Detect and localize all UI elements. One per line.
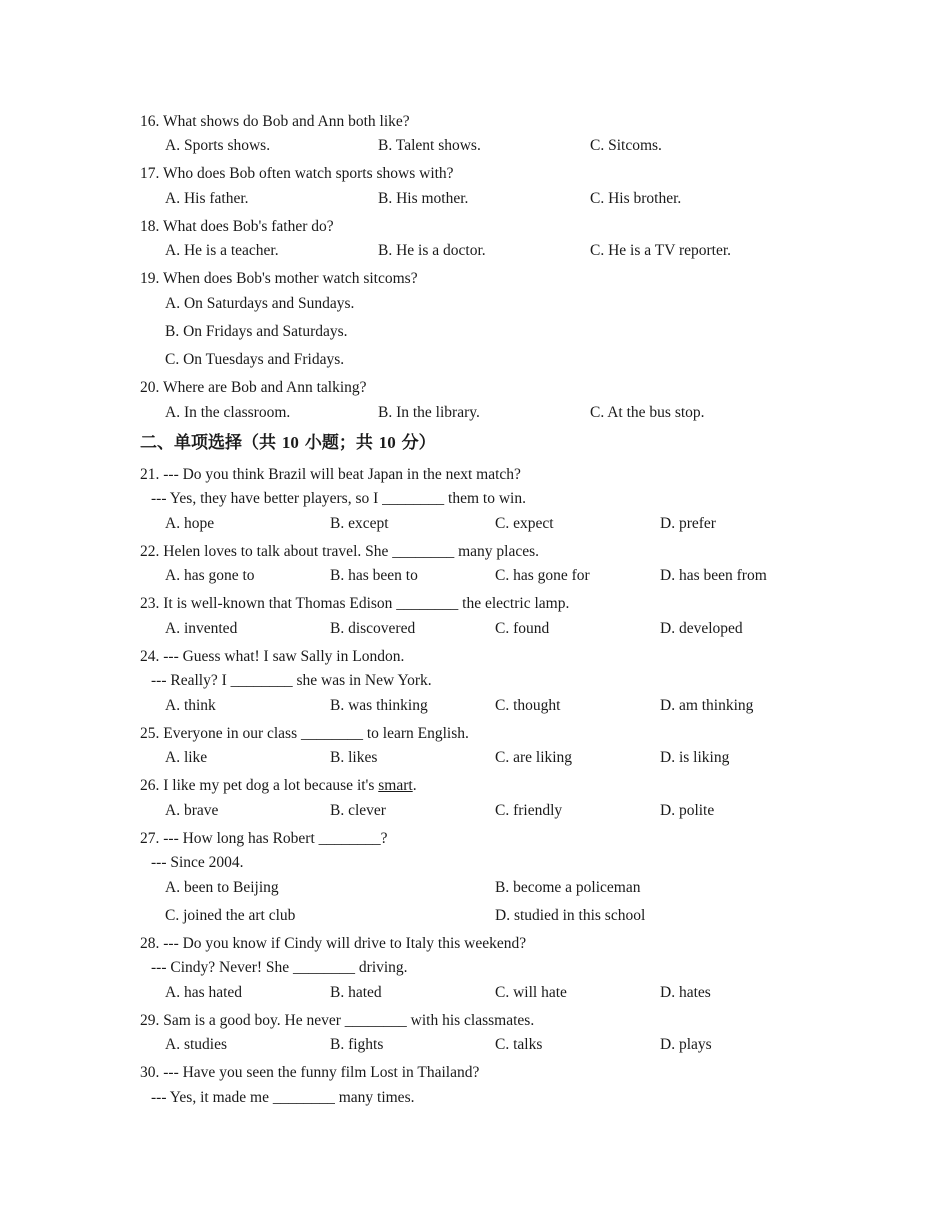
- section-heading: 二、单项选择（共 10 小题；共 10 分）: [140, 433, 436, 453]
- q25-option-a: A. like: [165, 749, 208, 766]
- q24-option-c: C. thought: [495, 697, 561, 714]
- q24-option-b: B. was thinking: [330, 697, 428, 714]
- q26-option-a: A. brave: [165, 802, 219, 819]
- q29-option-d: D. plays: [660, 1036, 712, 1053]
- question-20: 20. Where are Bob and Ann talking?: [140, 379, 367, 396]
- q22-option-c: C. has gone for: [495, 567, 590, 584]
- question-27: 27. --- How long has Robert ________?: [140, 830, 388, 847]
- question-16: 16. What shows do Bob and Ann both like?: [140, 113, 410, 130]
- q21-option-c: C. expect: [495, 515, 554, 532]
- q22-option-b: B. has been to: [330, 567, 418, 584]
- q17-option-a: A. His father.: [165, 190, 249, 207]
- question-25: 25. Everyone in our class ________ to learn English.: [140, 725, 469, 742]
- q29-option-b: B. fights: [330, 1036, 384, 1053]
- q19-option-b: B. On Fridays and Saturdays.: [165, 323, 348, 340]
- question-22: 22. Helen loves to talk about travel. She ________ many places.: [140, 543, 540, 560]
- question-27-reply: --- Since 2004.: [151, 854, 244, 871]
- q28-option-c: C. will hate: [495, 984, 567, 1001]
- q26-option-b: B. clever: [330, 802, 386, 819]
- q23-option-c: C. found: [495, 620, 550, 637]
- question-28-reply: --- Cindy? Never! She ________ driving.: [151, 959, 408, 976]
- question-18: 18. What does Bob's father do?: [140, 218, 334, 235]
- q21-option-a: A. hope: [165, 515, 215, 532]
- q27-option-a: A. been to Beijing: [165, 879, 279, 896]
- q29-option-a: A. studies: [165, 1036, 227, 1053]
- q21-option-b: B. except: [330, 515, 389, 532]
- q18-option-b: B. He is a doctor.: [378, 242, 486, 259]
- question-21-reply: --- Yes, they have better players, so I ________ them to win.: [151, 490, 526, 507]
- q20-option-c: C. At the bus stop.: [590, 404, 705, 421]
- q23-option-d: D. developed: [660, 620, 743, 637]
- q16-option-b: B. Talent shows.: [378, 137, 481, 154]
- q28-option-b: B. hated: [330, 984, 382, 1001]
- q17-option-c: C. His brother.: [590, 190, 682, 207]
- q22-option-a: A. has gone to: [165, 567, 255, 584]
- q17-option-b: B. His mother.: [378, 190, 469, 207]
- question-23: 23. It is well-known that Thomas Edison ________ the electric lamp.: [140, 595, 570, 612]
- question-26: 26. I like my pet dog a lot because it's smart.: [140, 777, 417, 794]
- q24-option-d: D. am thinking: [660, 697, 754, 714]
- q26-option-d: D. polite: [660, 802, 715, 819]
- q19-option-a: A. On Saturdays and Sundays.: [165, 295, 355, 312]
- q16-option-c: C. Sitcoms.: [590, 137, 662, 154]
- q20-option-b: B. In the library.: [378, 404, 480, 421]
- question-21: 21. --- Do you think Brazil will beat Japan in the next match?: [140, 466, 521, 483]
- question-30-reply: --- Yes, it made me ________ many times.: [151, 1089, 415, 1106]
- question-24-reply: --- Really? I ________ she was in New York.: [151, 672, 432, 689]
- q27-option-d: D. studied in this school: [495, 907, 646, 924]
- q21-option-d: D. prefer: [660, 515, 716, 532]
- question-19: 19. When does Bob's mother watch sitcoms?: [140, 270, 418, 287]
- q24-option-a: A. think: [165, 697, 216, 714]
- question-30: 30. --- Have you seen the funny film Lost in Thailand?: [140, 1064, 480, 1081]
- q27-option-c: C. joined the art club: [165, 907, 296, 924]
- q27-option-b: B. become a policeman: [495, 879, 641, 896]
- question-29: 29. Sam is a good boy. He never ________ with his classmates.: [140, 1012, 535, 1029]
- q20-option-a: A. In the classroom.: [165, 404, 291, 421]
- q18-option-a: A. He is a teacher.: [165, 242, 279, 259]
- q26-option-c: C. friendly: [495, 802, 563, 819]
- q25-option-c: C. are liking: [495, 749, 573, 766]
- q28-option-a: A. has hated: [165, 984, 243, 1001]
- q22-option-d: D. has been from: [660, 567, 767, 584]
- q19-option-c: C. On Tuesdays and Fridays.: [165, 351, 345, 368]
- q29-option-c: C. talks: [495, 1036, 543, 1053]
- q18-option-c: C. He is a TV reporter.: [590, 242, 732, 259]
- question-24: 24. --- Guess what! I saw Sally in London.: [140, 648, 405, 665]
- question-17: 17. Who does Bob often watch sports shows with?: [140, 165, 454, 182]
- q23-option-a: A. invented: [165, 620, 238, 637]
- q25-option-b: B. likes: [330, 749, 378, 766]
- q16-option-a: A. Sports shows.: [165, 137, 271, 154]
- underlined-word: smart: [378, 777, 413, 794]
- q23-option-b: B. discovered: [330, 620, 416, 637]
- q25-option-d: D. is liking: [660, 749, 730, 766]
- q28-option-d: D. hates: [660, 984, 711, 1001]
- question-28: 28. --- Do you know if Cindy will drive to Italy this weekend?: [140, 935, 527, 952]
